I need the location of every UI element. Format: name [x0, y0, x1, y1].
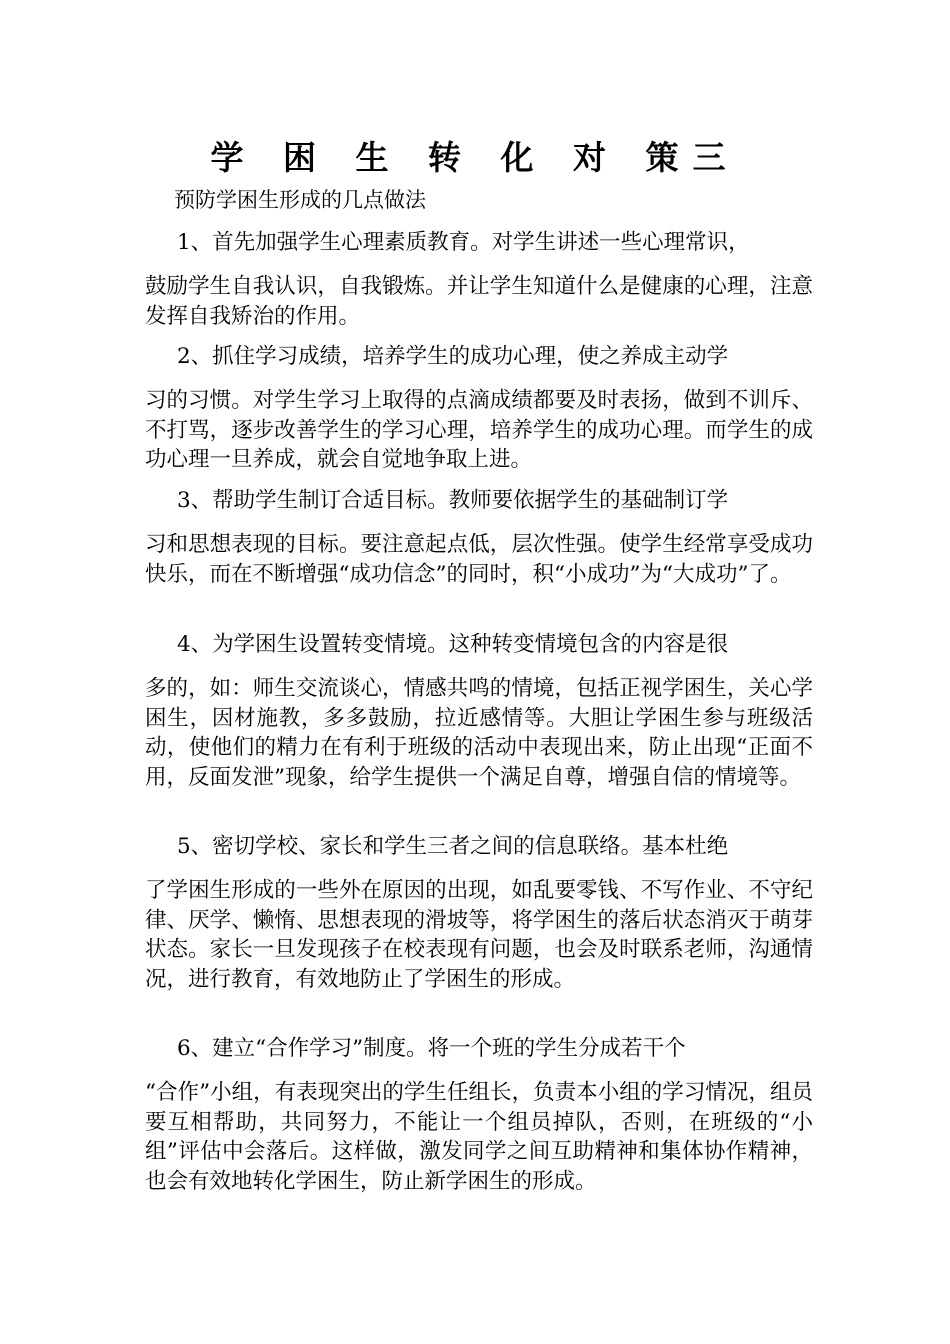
- paragraph-2-body: 习的习惯。对学生学习上取得的点滴成绩都要及时表扬，做到不训斥、不打骂，逐步改善学生的学习心理，培养学生的成功心理。而学生的成功心理一旦养成，就会自觉地争取上进。: [145, 388, 813, 472]
- paragraph-5-body: 了学困生形成的一些外在原因的出现，如乱要零钱、不写作业、不守纪律、厌学、懒惰、思想表现的滑坡等，将学困生的落后状态消灭于萌芽状态。家长一旦发现孩子在校表现有问题，也会及时联系老师，沟通情况，进行教育，有效地防止了学困生的形成。: [145, 878, 813, 992]
- paragraph-4: [145, 628, 813, 792]
- paragraph-2: [145, 340, 813, 475]
- paragraph-5-first-line: 5、密切学校、家长和学生三者之间的信息联络。基本杜绝: [177, 834, 729, 859]
- paragraph-6-first-line: 6、建立“合作学习”制度。将一个班的学生分成若干个: [177, 1036, 686, 1061]
- paragraph-4-first-line: 4、为学困生设置转变情境。这种转变情境包含的内容是很: [177, 632, 729, 657]
- document-title: 学 困 生 转 化 对 策三: [210, 138, 740, 177]
- paragraph-3-first-line: 3、帮助学生制订合适目标。教师要依据学生的基础制订学: [177, 488, 729, 513]
- paragraph-1: [145, 226, 813, 331]
- paragraph-6: [145, 1032, 813, 1196]
- document-subtitle: 预防学困生形成的几点做法: [174, 188, 426, 212]
- paragraph-3-body: 习和思想表现的目标。要注意起点低，层次性强。使学生经常享受成功快乐，而在不断增强“成功信念”的同时，积“小成功”为“大成功”了。: [145, 532, 813, 587]
- paragraph-1-first-line: 1、首先加强学生心理素质教育。对学生讲述一些心理常识，: [177, 230, 750, 255]
- paragraph-5: [145, 830, 813, 994]
- paragraph-4-body: 多的，如：师生交流谈心，情感共鸣的情境，包括正视学困生，关心学困生，因材施教，多多鼓励，拉近感情等。大胆让学困生参与班级活动，使他们的精力在有利于班级的活动中表现出来，防止出现“正面不用，反面发泄”现象，给学生提供一个满足自尊，增强自信的情境等。: [145, 676, 813, 790]
- paragraph-1-body: 鼓励学生自我认识，自我锻炼。并让学生知道什么是健康的心理，注意发挥自我矫治的作用。: [145, 274, 813, 329]
- paragraph-6-body: “合作”小组，有表现突出的学生任组长，负责本小组的学习情况，组员要互相帮助，共同努力，不能让一个组员掉队，否则，在班级的“小组”评估中会落后。这样做，激发同学之间互助精神和集体协作精神，也会有效地转化学困生，防止新学困生的形成。: [145, 1080, 813, 1194]
- paragraph-3: [145, 484, 813, 589]
- paragraph-2-first-line: 2、抓住学习成绩，培养学生的成功心理，使之养成主动学: [177, 344, 729, 369]
